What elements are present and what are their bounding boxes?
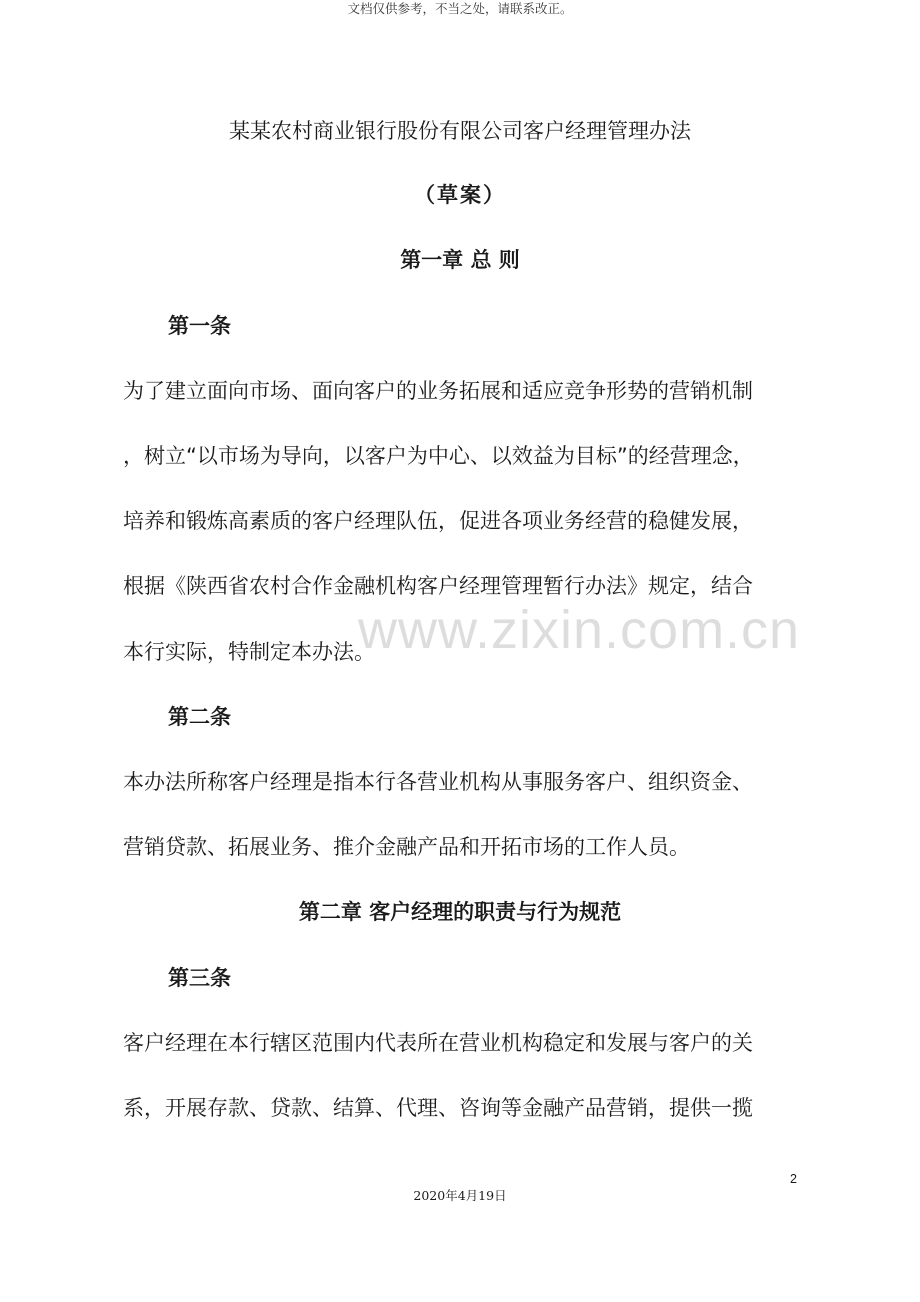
footer-date: 2020年4月19日 bbox=[413, 1188, 507, 1203]
article-2-label: 第二条 bbox=[168, 705, 231, 729]
article-1-line-4: 根据《陕西省农村合作金融机构客户经理管理暂行办法》规定，结合 bbox=[123, 574, 753, 598]
article-1-line-1: 为了建立面向市场、面向客户的业务拓展和适应竞争形势的营销机制 bbox=[123, 379, 753, 403]
article-2-line-2: 营销贷款、拓展业务、推介金融产品和开拓市场的工作人员。 bbox=[123, 835, 690, 859]
article-3-line-2: 系，开展存款、贷款、结算、代理、咨询等金融产品营销，提供一揽 bbox=[123, 1096, 753, 1120]
article-1-label: 第一条 bbox=[168, 314, 231, 338]
article-1-line-3: 培养和锻炼高素质的客户经理队伍，促进各项业务经营的稳健发展， bbox=[123, 509, 753, 533]
article-3-line-1: 客户经理在本行辖区范围内代表所在营业机构稳定和发展与客户的关 bbox=[123, 1031, 753, 1055]
article-2-line-1: 本办法所称客户经理是指本行各营业机构从事服务客户、组织资金、 bbox=[123, 770, 753, 794]
article-1-line-2: ，树立“以市场为导向，以客户为中心、以效益为目标”的经营理念， bbox=[123, 444, 754, 468]
article-1-line-5: 本行实际，特制定本办法。 bbox=[123, 640, 375, 664]
chapter-1-heading: 第一章 总 则 bbox=[400, 248, 520, 272]
page-number: 2 bbox=[790, 1172, 797, 1186]
watermark: www.zixin.com.cn bbox=[358, 600, 801, 660]
article-3-label: 第三条 bbox=[168, 966, 231, 990]
document-title: 某某农村商业银行股份有限公司客户经理管理办法 bbox=[229, 119, 691, 143]
chapter-2-heading: 第二章 客户经理的职责与行为规范 bbox=[298, 900, 622, 924]
document-subtitle: （草案） bbox=[414, 183, 506, 207]
header-disclaimer: 文档仅供参考，不当之处，请联系改正。 bbox=[347, 1, 573, 16]
